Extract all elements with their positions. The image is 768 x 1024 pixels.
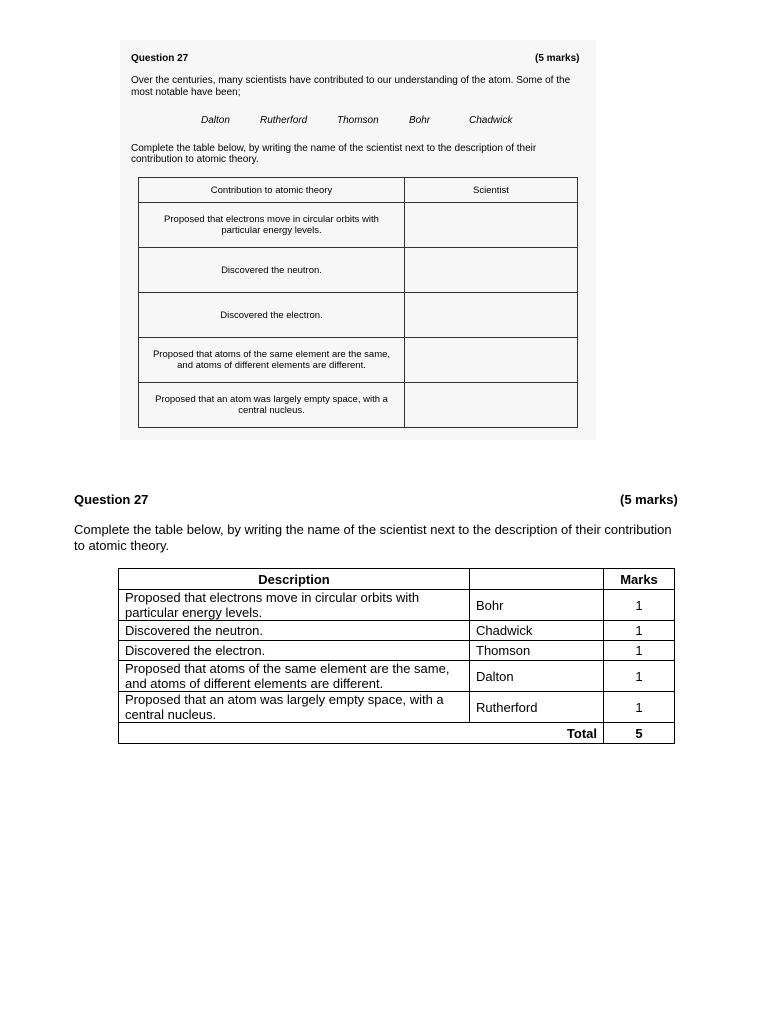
answer-description-cell: Proposed that an atom was largely empty space, with a central nucleus. (119, 692, 470, 723)
answer-description-cell: Proposed that electrons move in circular orbits with particular energy levels. (119, 590, 470, 621)
scan-scientist-blank-cell (405, 203, 578, 248)
table-row (119, 692, 675, 723)
table-header-row (119, 569, 675, 590)
scan-scientist-name: Chadwick (469, 115, 513, 126)
table-row (139, 248, 578, 293)
table-row (119, 621, 675, 641)
table-header-row (139, 178, 578, 203)
scan-contribution-cell: Discovered the neutron. (139, 248, 405, 293)
scan-scientist-name: Dalton (201, 115, 230, 126)
answer-table (118, 568, 675, 744)
total-value: 5 (604, 723, 675, 744)
answer-marks-cell: 1 (604, 692, 675, 723)
answer-scientist-cell: Chadwick (470, 621, 604, 641)
table-row (139, 338, 578, 383)
answer-description-cell: Discovered the electron. (119, 641, 470, 661)
answer-scientist-cell: Dalton (470, 661, 604, 692)
answer-marks-cell: 1 (604, 661, 675, 692)
answer-marks-cell: 1 (604, 641, 675, 661)
answer-question-title: Question 27 (74, 492, 149, 507)
answer-description-cell: Discovered the neutron. (119, 621, 470, 641)
scan-blank-table (138, 177, 578, 428)
scan-scientist-blank-cell (405, 338, 578, 383)
scan-scientist-name: Rutherford (260, 115, 308, 126)
answer-question-marks: (5 marks) (620, 492, 678, 507)
scan-scientist-blank-cell (405, 383, 578, 428)
scan-contribution-cell: Proposed that electrons move in circular orbits with particular energy levels. (139, 203, 405, 248)
answer-header-description: Description (119, 569, 470, 590)
scan-scientist-blank-cell (405, 293, 578, 338)
answer-scientist-cell: Bohr (470, 590, 604, 621)
scan-header-contribution: Contribution to atomic theory (139, 178, 405, 203)
answer-marks-cell: 1 (604, 590, 675, 621)
table-row (139, 383, 578, 428)
table-row (139, 203, 578, 248)
scan-scientist-name: Thomson (337, 115, 379, 126)
scan-contribution-cell: Proposed that an atom was largely empty space, with a central nucleus. (139, 383, 405, 428)
scan-scientist-blank-cell (405, 248, 578, 293)
scan-contribution-cell: Discovered the electron. (139, 293, 405, 338)
answer-header-scientist (470, 569, 604, 590)
scan-scientist-name: Bohr (409, 115, 431, 126)
scan-contribution-cell: Proposed that atoms of the same element are the same, and atoms of different elements are different. (139, 338, 405, 383)
table-row (139, 293, 578, 338)
answer-instruction-text: Complete the table below, by writing the name of the scientist next to the description of their contribution to atomic theory. (74, 522, 672, 553)
table-row (119, 590, 675, 621)
answer-header-marks: Marks (604, 569, 675, 590)
scan-header-scientist: Scientist (405, 178, 578, 203)
scan-question-title: Question 27 (131, 53, 189, 64)
answer-scientist-cell: Rutherford (470, 692, 604, 723)
answer-scientist-cell: Thomson (470, 641, 604, 661)
total-label: Total (119, 723, 604, 744)
answer-marks-cell: 1 (604, 621, 675, 641)
answer-description-cell: Proposed that atoms of the same element are the same, and atoms of different elements are different. (119, 661, 470, 692)
scan-intro-text: Over the centuries, many scientists have contributed to our understanding of the atom. Some of the most notable have been; (131, 75, 571, 98)
table-row (119, 661, 675, 692)
scan-question-marks: (5 marks) (535, 53, 580, 64)
total-row (119, 723, 675, 744)
table-row (119, 641, 675, 661)
scan-instruction-text: Complete the table below, by writing the name of the scientist next to the description of their contribution to atomic theory. (131, 143, 537, 165)
